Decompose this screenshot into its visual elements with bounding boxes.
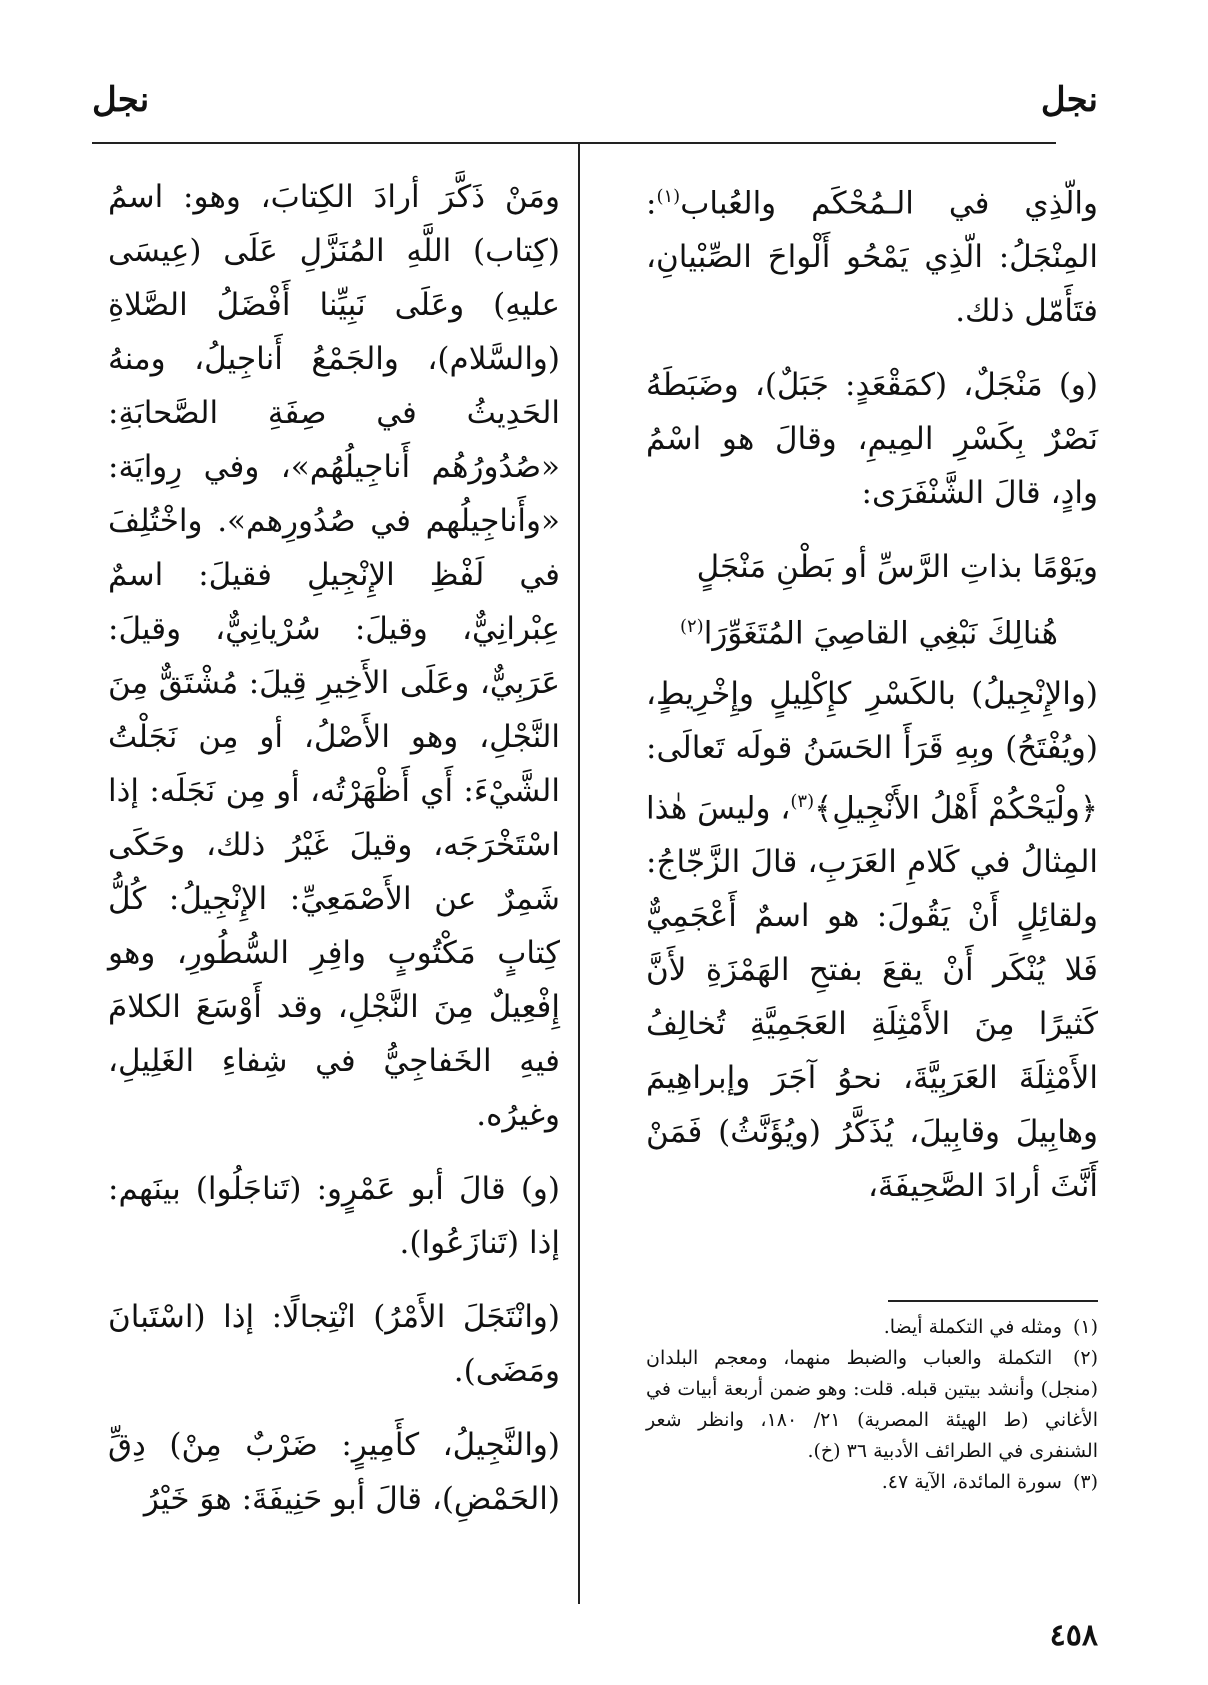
footnote-ref-1: (١)	[656, 186, 681, 207]
footnote-ref-3: (٣)	[790, 790, 815, 812]
page-number: ٤٥٨	[1049, 1618, 1098, 1653]
left-paragraph-4: (والنَّجِيلُ، كأَمِيرٍ: ضَرْبٌ مِنْ) دِقِّ (الحَمْضِ)، قالَ أبو حَنِيفَةَ: هوَ خَيْرُ	[108, 1427, 560, 1517]
footnotes	[646, 1312, 1098, 1498]
header-rule	[92, 142, 1056, 144]
right-column	[646, 170, 1098, 1233]
footnote-1: (١) ومثله في التكملة أيضا.	[883, 1316, 1098, 1338]
left-paragraph-3: (وانْتَجَلَ الأَمْرُ) انْتِجالًا: إذا (اسْتَبانَ ومَضَى).	[108, 1299, 560, 1389]
column-divider	[578, 144, 580, 1604]
left-paragraph-2: (و) قالَ أبو عَمْرٍو: (تَناجَلُوا) بينَهم: إذا (تَنازَعُوا).	[108, 1171, 560, 1261]
footnote-2: (٢) التكملة والعباب والضبط منهما، ومعجم البلدان (منجل) وأنشد بيتين قبله. قلت: وهو ضمن أربعة أبيات في الأغاني (ط الهيئة المصرية) ٢١/ ١٨٠، وانظر شعر الشنفرى في الطرائف الأدبية ٣٦ (خ).	[646, 1347, 1098, 1462]
poem-verse-2: هُنالِكَ نَبْغِي القاصِيَ المُتَغَوِّرَا$^{(٢)}$	[679, 615, 1058, 652]
poem-verse-1: ويَوْمًا بذاتِ الرَّسِّ أو بَطْنِ مَنْجَلٍ	[696, 549, 1098, 586]
right-paragraph-1: والّذِي في الـمُحْكَم والعُباب$^{(١)}$: المِنْجَلُ: الّذِي يَمْحُو أَلْواحَ الصِّبْيانِ، فتَأَمّل ذلك.	[646, 185, 1098, 330]
left-column	[108, 170, 560, 1546]
right-paragraph-2: (و) مَنْجَلٌ، (كمَقْعَدٍ: جَبَلٌ)، وضَبَطَهُ نَصْرٌ بِكَسْرِ المِيمِ، وقالَ هو اسْمُ وادٍ، قالَ الشَّنْفَرَى:	[646, 367, 1098, 512]
footnote-3: (٣) سورة المائدة، الآية ٤٧.	[881, 1471, 1098, 1493]
header-word-left: نجل	[92, 80, 150, 120]
left-paragraph-1: ومَنْ ذَكَّرَ أرادَ الكِتابَ، وهو: اسمُ (كِتاب) اللَّهِ المُنَزَّلِ عَلَى (عِيسَى عليهِ) وعَلَى نَبِيِّنا أَفْضَلُ الصَّلاةِ (والسَّلام)، والجَمْعُ أَناجِيلُ، ومنهُ الحَدِيثُ في صِفَةِ الصَّحابَةِ: «صُدُورُهُم أَناجِيلُهُم»، وفي رِوايَة: «وأَناجِيلُهم في صُدُورِهم». واخْتُلِفَ في لَفْظِ الإِنْجِيلِ فقيلَ: اسمٌ عِبْرانِيٌّ، وقيلَ: سُرْيانِيٌّ، وقيلَ: عَرَبِيٌّ، وعَلَى الأَخِيرِ قِيلَ: مُشْتَقٌّ مِنَ النَّجْلِ، وهو الأَصْلُ، أو مِن نَجَلْتُ الشَّيْءَ: أَي أَظْهَرْتُه، أو مِن نَجَلَه: إذا اسْتَخْرَجَه، وقيلَ غَيْرُ ذلك، وحَكَى شَمِرٌ عن الأَصْمَعِيِّ: الإِنْجِيلُ: كُلُّ كِتابٍ مَكْتُوبٍ وافِرِ السُّطُورِ، وهو إِفْعِيلٌ مِنَ النَّجْلِ، وقد أَوْسَعَ الكلامَ فيهِ الخَفاجِيُّ في شِفاءِ الغَلِيلِ، وغيرُه.	[108, 179, 560, 1133]
header-word-right: نجل	[1040, 80, 1098, 120]
footnote-rule	[888, 1300, 1098, 1302]
right-paragraph-3: (والإِنْجِيلُ) بالكَسْرِ كإِكْلِيلٍ وإِخْرِيطٍ، (ويُفْتَحُ) وبِهِ قَرَأَ الحَسَنُ قولَه تَعالَى: ﴿ولْيَحْكُمْ أَهْلُ الأَنْجِيلِ﴾$^{(٣)}$، وليسَ هٰذا المِثالُ في كَلامِ العَرَبِ، قالَ الزَّجّاجُ: ولقائِلٍ أَنْ يَقُولَ: هو اسمٌ أَعْجَمِيٌّ فَلا يُنْكَر أَنْ يقعَ بفتحِ الهَمْزَةِ لأَنَّ كَثيرًا مِنَ الأَمْثِلَةِ العَجَمِيَّةِ تُخالِفُ الأَمْثِلَةَ العَرَبِيَّةَ، نحوُ آجَرَ وإبراهِيمَ وهابِيلَ وقابِيلَ، يُذَكَّرُ (ويُؤَنَّثُ) فَمَنْ أَنَّثَ أرادَ الصَّحِيفَةَ،	[646, 675, 1098, 1204]
footnote-ref-2: (٢)	[679, 616, 704, 638]
